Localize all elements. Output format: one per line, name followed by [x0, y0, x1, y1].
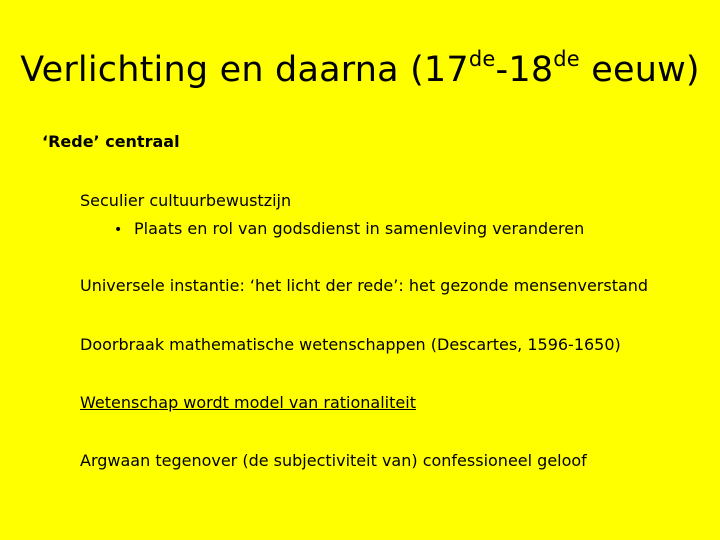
- title-part-1: Verlichting en daarna (17: [20, 50, 469, 90]
- list-item-science-model: Wetenschap wordt model van rationaliteit: [80, 393, 416, 412]
- list-item-universal: Universele instantie: ‘het licht der rede’: het gezonde mensenverstand: [80, 276, 649, 295]
- bullet-icon: •: [114, 222, 123, 238]
- list-item-secular: Seculier cultuurbewustzijn: [80, 191, 292, 210]
- sub-list-item-text: Plaats en rol van godsdienst in samenleving veranderen: [134, 219, 585, 238]
- sub-list-item: [114, 219, 584, 238]
- title-part-3: eeuw): [579, 50, 700, 90]
- title-superscript-2: de: [553, 47, 580, 71]
- list-item-mathematics: Doorbraak mathematische wetenschappen (Descartes, 1596-1650): [80, 335, 621, 354]
- section-heading: ‘Rede’ centraal: [42, 132, 180, 151]
- title-superscript-1: de: [468, 47, 496, 71]
- slide-title: [0, 44, 720, 96]
- list-item-suspicion: Argwaan tegenover (de subjectiviteit van) confessioneel geloof: [80, 451, 587, 470]
- title-part-2: -18: [495, 50, 554, 90]
